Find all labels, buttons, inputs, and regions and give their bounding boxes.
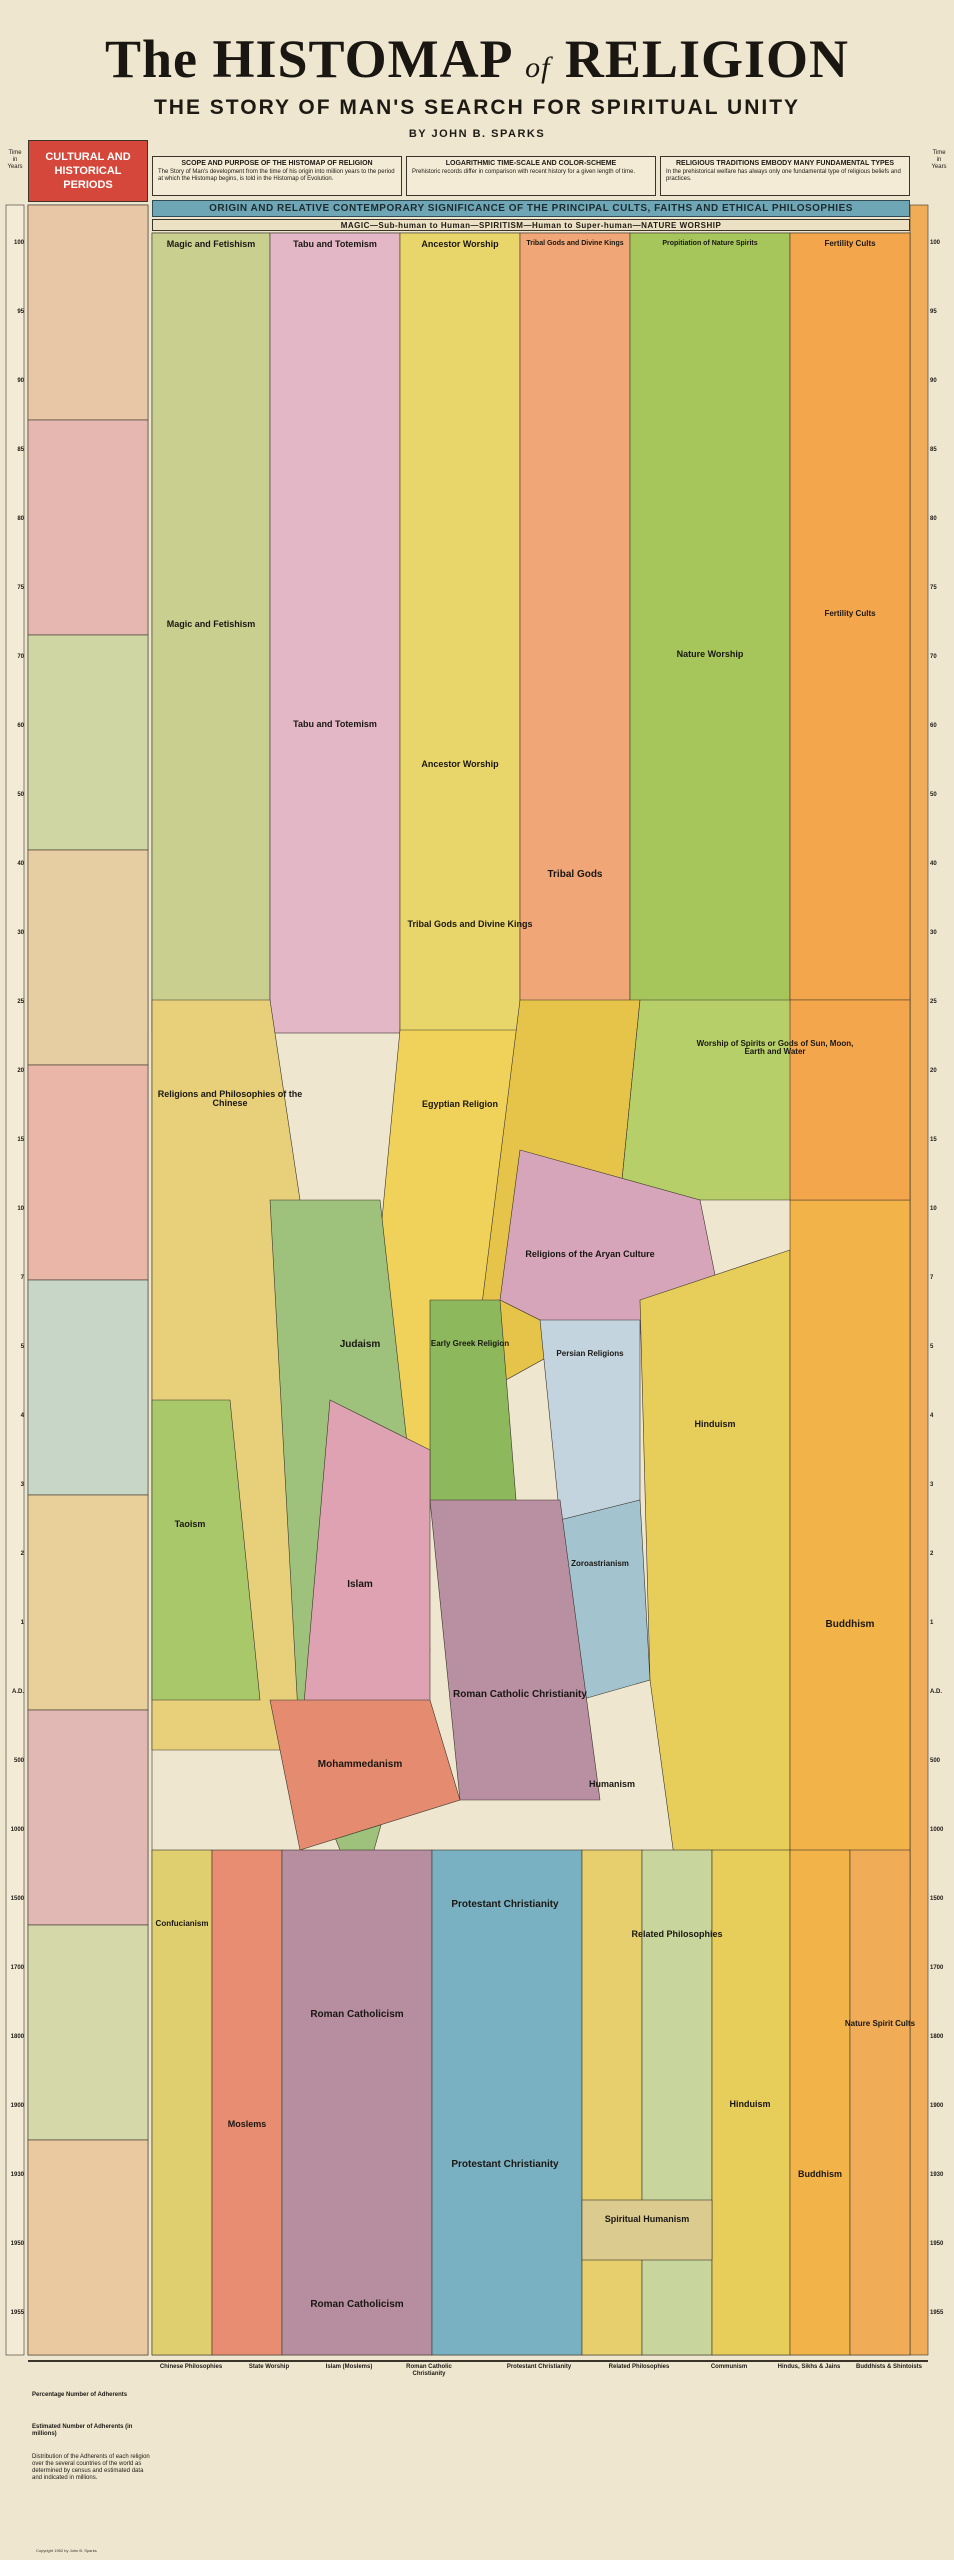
stream-label: Religions of the Aryan Culture [525, 1249, 655, 1259]
stream-region-buddhism [790, 1200, 910, 1900]
footer-column-header: Islam (Moslems) [325, 2364, 373, 2370]
year-tick: 1700 [930, 1965, 944, 1971]
year-tick: 100 [13, 240, 24, 246]
footer-estimated-label: Estimated Number of Adherents (in millions) [32, 2424, 133, 2437]
footer-column-header: Chinese Philosophies [159, 2364, 223, 2370]
year-tick: 70 [17, 654, 24, 660]
year-tick: 7 [20, 1275, 24, 1281]
year-tick: 1 [20, 1620, 24, 1626]
year-tick: 10 [17, 1206, 24, 1212]
header-block-heading: SCOPE AND PURPOSE OF THE HISTOMAP OF RELIGION [181, 160, 373, 167]
year-tick: 1800 [930, 2034, 944, 2040]
header-block-body: The Story of Man's development from the time of his origin into million years to the period at which the Histomap begins, is told in the Histomap of Evolution. [158, 169, 395, 182]
footer-distribution-label: Distribution of the Adherents of each religion over the several countries of the world as determined by census and estimated data and indicated in millions. [32, 2454, 150, 2481]
year-tick: 1500 [10, 1896, 24, 1902]
footer-column-header: Buddhists & Shintoists [856, 2364, 922, 2370]
stream-label: Ancestor Worship [421, 759, 499, 769]
stream-label: Moslems [227, 2119, 267, 2129]
title-end: RELIGION [564, 29, 849, 89]
year-tick: A.D. [930, 1689, 942, 1695]
stream-label: Spiritual Humanism [604, 2214, 690, 2224]
stream-label: Zoroastrianism [571, 1559, 629, 1568]
cultural-period-band [28, 635, 148, 850]
year-tick: 40 [17, 861, 24, 867]
year-tick: 40 [930, 861, 937, 867]
year-tick: 3 [20, 1482, 24, 1488]
year-tick: 60 [17, 723, 24, 729]
stream-label: Egyptian Religion [421, 1099, 498, 1109]
stream-label: Magic and Fetishism [166, 239, 256, 249]
year-tick: 3 [930, 1482, 934, 1488]
year-tick: 500 [930, 1758, 941, 1764]
year-tick: 1950 [930, 2241, 944, 2247]
year-tick: 75 [17, 585, 24, 591]
time-scale-left-label: Time in Years [7, 150, 23, 170]
stream-column-protestant-christianity [432, 1850, 582, 2355]
year-tick: 2 [20, 1551, 24, 1557]
cultural-period-band [28, 1925, 148, 2140]
stream-band-tabu-and-totemism [270, 233, 400, 1033]
year-tick: 5 [20, 1344, 24, 1350]
header-block-heading: RELIGIOUS TRADITIONS EMBODY MANY FUNDAMENTAL TYPES [675, 160, 895, 167]
cultural-period-band [28, 420, 148, 635]
stream-label: Hinduism [729, 2099, 771, 2109]
year-tick: 95 [930, 309, 937, 315]
cultural-periods-box: CULTURAL AND HISTORICAL PERIODS [28, 140, 148, 202]
footer-column-header: Communism [710, 2364, 748, 2370]
year-tick: 500 [13, 1758, 24, 1764]
year-tick: 1930 [10, 2172, 24, 2178]
stream-label: Judaism [339, 1339, 381, 1350]
footer-column-header: Protestant Christianity [506, 2364, 572, 2370]
year-tick: 85 [930, 447, 937, 453]
year-tick: 100 [930, 240, 941, 246]
stream-label: Related Philosophies [631, 1929, 723, 1939]
stream-band-fertility-cults [790, 233, 910, 1033]
stream-label: Taoism [174, 1519, 206, 1529]
stream-label: Fertility Cults [824, 609, 876, 618]
cultural-period-band [28, 1065, 148, 1280]
year-tick: 10 [930, 1206, 937, 1212]
stream-label: Hinduism [694, 1419, 736, 1429]
magic-spiritism-bar: MAGIC—Sub-human to Human—SPIRITISM—Human to Super-human—NATURE WORSHIP [152, 219, 910, 231]
year-tick: 1000 [930, 1827, 944, 1833]
year-tick: 85 [17, 447, 24, 453]
stream-label: Propitiation of Nature Spirits [662, 240, 758, 247]
stream-label: Tabu and Totemism [293, 719, 377, 729]
stream-column-nature-spirit-cults [850, 1850, 910, 2355]
cultural-period-band [28, 1280, 148, 1495]
year-tick: 1 [930, 1620, 934, 1626]
year-tick: 1955 [930, 2310, 944, 2316]
year-tick: 1900 [930, 2103, 944, 2109]
cultural-period-band [28, 850, 148, 1065]
poster-author: BY JOHN B. SPARKS [408, 128, 546, 140]
footer-column-header: Roman Catholic Christianity [406, 2364, 452, 2377]
stream-column-humanism [582, 1850, 642, 2355]
cultural-period-band [28, 2140, 148, 2355]
year-tick: 25 [17, 999, 24, 1005]
year-tick: 50 [930, 792, 937, 798]
stream-label: Fertility Cults [824, 239, 876, 248]
stream-label: Magic and Fetishism [166, 619, 256, 629]
year-tick: 1000 [10, 1827, 24, 1833]
footer-column-header: Hindus, Sikhs & Jains [777, 2364, 841, 2370]
stream-label: Ancestor Worship [421, 239, 499, 249]
stream-band-propitiation-of-nature-spirits [630, 233, 790, 1033]
year-tick: 2 [930, 1551, 934, 1557]
stream-label: Religions and Philosophies of the Chinese [157, 1089, 303, 1109]
adherents-footer [28, 2360, 928, 2542]
stream-band-magic-and-fetishism [152, 233, 270, 1033]
stream-label: Confucianism [155, 1919, 209, 1928]
year-tick: 1700 [10, 1965, 24, 1971]
year-tick: 4 [930, 1413, 934, 1419]
origin-bar: ORIGIN AND RELATIVE CONTEMPORARY SIGNIFICANCE OF THE PRINCIPAL CULTS, FAITHS AND ETHICAL PHILOSOPHIES [152, 200, 910, 217]
cultural-period-band [28, 205, 148, 420]
title-of: of [525, 51, 551, 84]
stream-label: Mohammedanism [317, 1759, 403, 1770]
year-tick: 25 [930, 999, 937, 1005]
stream-label: Tribal Gods [547, 869, 603, 880]
stream-label: Persian Religions [556, 1349, 624, 1358]
year-tick: 30 [930, 930, 937, 936]
year-tick: 80 [930, 516, 937, 522]
year-tick: 5 [930, 1344, 934, 1350]
year-tick: 20 [17, 1068, 24, 1074]
stream-label: Roman Catholic Christianity [453, 1689, 587, 1700]
year-tick: 15 [17, 1137, 24, 1143]
time-scale-right-label: Time in Years [931, 150, 947, 170]
stream-label: Protestant Christianity [451, 1899, 559, 1910]
year-tick: 1950 [10, 2241, 24, 2247]
stream-label: Islam [347, 1579, 373, 1590]
stream-label: Roman Catholicism [310, 2299, 404, 2310]
year-tick: 15 [930, 1137, 937, 1143]
year-tick: 95 [17, 309, 24, 315]
stream-label: Tribal Gods and Divine Kings [526, 240, 624, 247]
stream-label: Protestant Christianity [451, 2159, 559, 2170]
year-tick: 50 [17, 792, 24, 798]
stream-label: Nature Worship [676, 649, 744, 659]
year-tick: 1955 [10, 2310, 24, 2316]
year-tick: 20 [930, 1068, 937, 1074]
year-tick: 70 [930, 654, 937, 660]
year-tick: 90 [930, 378, 937, 384]
year-tick: 1900 [10, 2103, 24, 2109]
footer-column-header: Related Philosophies [608, 2364, 670, 2370]
stream-label: Nature Spirit Cults [844, 2019, 916, 2028]
stream-label: Early Greek Religion [430, 1339, 510, 1348]
year-tick: 60 [930, 723, 937, 729]
stream-column-spiritual-humanism [582, 2200, 712, 2260]
year-tick: 7 [930, 1275, 934, 1281]
header-block-body: Prehistoric records differ in comparison with recent history for a given length of time. [412, 169, 635, 175]
stream-label: Worship of Spirits or Gods of Sun, Moon, Earth and Water [696, 1039, 854, 1057]
stream-region-fertility-cults [790, 1000, 910, 1200]
stream-band-tribal-gods-and-divine-kings [520, 233, 630, 1033]
stream-label: Humanism [588, 1779, 635, 1789]
cultural-period-band [28, 1710, 148, 1925]
footer-percentage-label: Percentage Number of Adherents [32, 2392, 128, 2398]
title-main: The HISTOMAP [104, 29, 511, 89]
stream-column-roman-catholicism [282, 1850, 432, 2355]
stream-label: Buddhism [825, 1619, 875, 1630]
stream-label: Buddhism [798, 2169, 842, 2179]
year-tick: A.D. [12, 1689, 24, 1695]
stream-label: Roman Catholicism [310, 2009, 404, 2020]
header-block-heading: LOGARITHMIC TIME-SCALE AND COLOR-SCHEME [445, 160, 617, 167]
right-time-column [910, 205, 928, 2355]
header-block-body: In the prehistorical welfare has always only one fundamental type of religious beliefs and practices. [666, 169, 901, 182]
year-tick: 4 [20, 1413, 24, 1419]
stream-band-ancestor-worship [400, 233, 520, 1033]
poster-subtitle: THE STORY OF MAN'S SEARCH FOR SPIRITUAL UNITY [153, 96, 801, 119]
copyright-note: Copyright 1952 by John B. Sparks [36, 2548, 97, 2553]
year-tick: 1500 [930, 1896, 944, 1902]
footer-column-header: State Worship [248, 2364, 290, 2370]
year-tick: 90 [17, 378, 24, 384]
year-tick: 1930 [930, 2172, 944, 2178]
year-tick: 80 [17, 516, 24, 522]
stream-label: Tribal Gods and Divine Kings [407, 919, 533, 929]
stream-label: Tabu and Totemism [293, 239, 377, 249]
year-tick: 75 [930, 585, 937, 591]
year-tick: 30 [17, 930, 24, 936]
year-tick: 1800 [10, 2034, 24, 2040]
